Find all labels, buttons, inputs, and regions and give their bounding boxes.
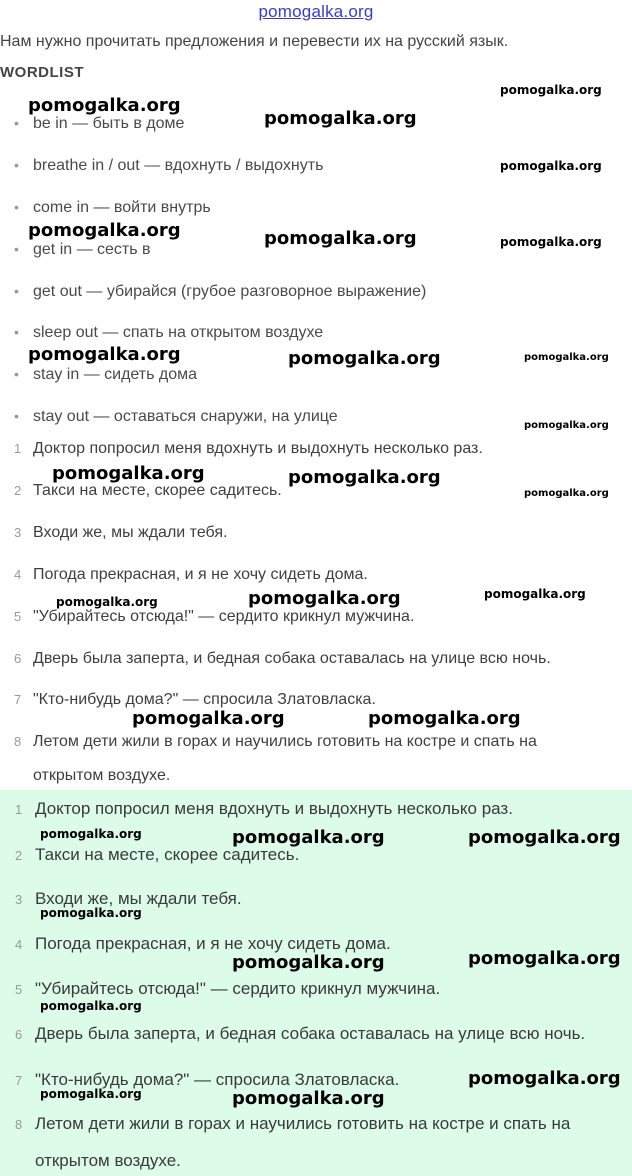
watermark: pomogalka.org bbox=[500, 159, 602, 173]
watermark: pomogalka.org bbox=[288, 467, 441, 488]
watermark: pomogalka.org bbox=[500, 83, 602, 97]
watermark: pomogalka.org bbox=[232, 1088, 385, 1109]
task-sentence: 6 Дверь была заперта, и бедная собака оставалась на улице всю ночь. bbox=[14, 650, 551, 667]
watermark: pomogalka.org bbox=[468, 827, 621, 848]
wordlist-item: • be in — быть в доме bbox=[14, 115, 185, 132]
answer-sentence: 2 Такси на месте, скорее садитесь. bbox=[15, 845, 300, 864]
watermark: pomogalka.org bbox=[500, 235, 602, 249]
task-sentence: 3 Входи же, мы ждали тебя. bbox=[14, 524, 228, 541]
watermark: pomogalka.org bbox=[40, 1087, 142, 1101]
task-sentence: 2 Такси на месте, скорее садитесь. bbox=[14, 482, 282, 499]
watermark: pomogalka.org bbox=[40, 999, 142, 1013]
watermark: pomogalka.org bbox=[28, 344, 181, 365]
watermark: pomogalka.org bbox=[232, 952, 385, 973]
watermark: pomogalka.org bbox=[40, 906, 142, 920]
task-sentence: 1 Доктор попросил меня вдохнуть и выдохнуть несколько раз. bbox=[14, 440, 483, 457]
task-sentence-continuation: открытом воздухе. bbox=[33, 767, 171, 784]
watermark: pomogalka.org bbox=[28, 220, 181, 241]
task-sentence: 4 Погода прекрасная, и я не хочу сидеть дома. bbox=[14, 566, 368, 583]
answer-sentence: 3 Входи же, мы ждали тебя. bbox=[15, 889, 242, 908]
answer-sentence: 1 Доктор попросил меня вдохнуть и выдохнуть несколько раз. bbox=[15, 799, 513, 818]
watermark: pomogalka.org bbox=[264, 228, 417, 249]
watermark: pomogalka.org bbox=[468, 1068, 621, 1089]
watermark: pomogalka.org bbox=[264, 108, 417, 129]
intro-text: Нам нужно прочитать предложения и перевести их на русский язык. bbox=[0, 33, 509, 50]
answer-sentence: 5 "Убирайтесь отсюда!" — сердито крикнул мужчина. bbox=[15, 979, 441, 998]
watermark: pomogalka.org bbox=[248, 588, 401, 609]
watermark: pomogalka.org bbox=[56, 595, 158, 609]
watermark: pomogalka.org bbox=[232, 827, 385, 848]
wordlist-item: • come in — войти внутрь bbox=[14, 199, 211, 216]
watermark: pomogalka.org bbox=[52, 463, 205, 484]
watermark: pomogalka.org bbox=[524, 352, 609, 363]
watermark: pomogalka.org bbox=[368, 708, 521, 729]
wordlist-item: • get in — сесть в bbox=[14, 241, 151, 258]
task-sentence: 7 "Кто-нибудь дома?" — спросила Златовласка. bbox=[14, 691, 376, 708]
watermark: pomogalka.org bbox=[524, 488, 609, 499]
watermark: pomogalka.org bbox=[40, 827, 142, 841]
wordlist-item: • get out — убирайся (грубое разговорное выражение) bbox=[14, 283, 427, 300]
watermark: pomogalka.org bbox=[468, 948, 621, 969]
task-sentence: 5 "Убирайтесь отсюда!" — сердито крикнул мужчина. bbox=[14, 608, 415, 625]
task-sentence: 8 Летом дети жили в горах и научились готовить на костре и спать на bbox=[14, 733, 537, 750]
answer-sentence: 6 Дверь была заперта, и бедная собака оставалась на улице всю ночь. bbox=[15, 1024, 586, 1043]
watermark: pomogalka.org bbox=[132, 708, 285, 729]
wordlist-item: • sleep out — спать на открытом воздухе bbox=[14, 324, 324, 341]
watermark: pomogalka.org bbox=[524, 420, 609, 431]
wordlist-item: • breathe in / out — вдохнуть / выдохнуть bbox=[14, 157, 324, 174]
header-link[interactable]: pomogalka.org bbox=[258, 2, 374, 21]
answer-sentence: 4 Погода прекрасная, и я не хочу сидеть дома. bbox=[15, 934, 391, 953]
wordlist-item: • stay out — оставаться снаружи, на улице bbox=[14, 408, 338, 425]
watermark: pomogalka.org bbox=[288, 348, 441, 369]
wordlist-item: • stay in — сидеть дома bbox=[14, 366, 198, 383]
watermark: pomogalka.org bbox=[28, 95, 181, 116]
wordlist-title: WORDLIST bbox=[0, 64, 84, 81]
answer-sentence: 8 Летом дети жили в горах и научились готовить на костре и спать на bbox=[15, 1114, 571, 1133]
watermark: pomogalka.org bbox=[484, 587, 586, 601]
answer-sentence: 7 "Кто-нибудь дома?" — спросила Златовласка. bbox=[15, 1070, 400, 1089]
answer-sentence-continuation: открытом воздухе. bbox=[35, 1151, 181, 1170]
